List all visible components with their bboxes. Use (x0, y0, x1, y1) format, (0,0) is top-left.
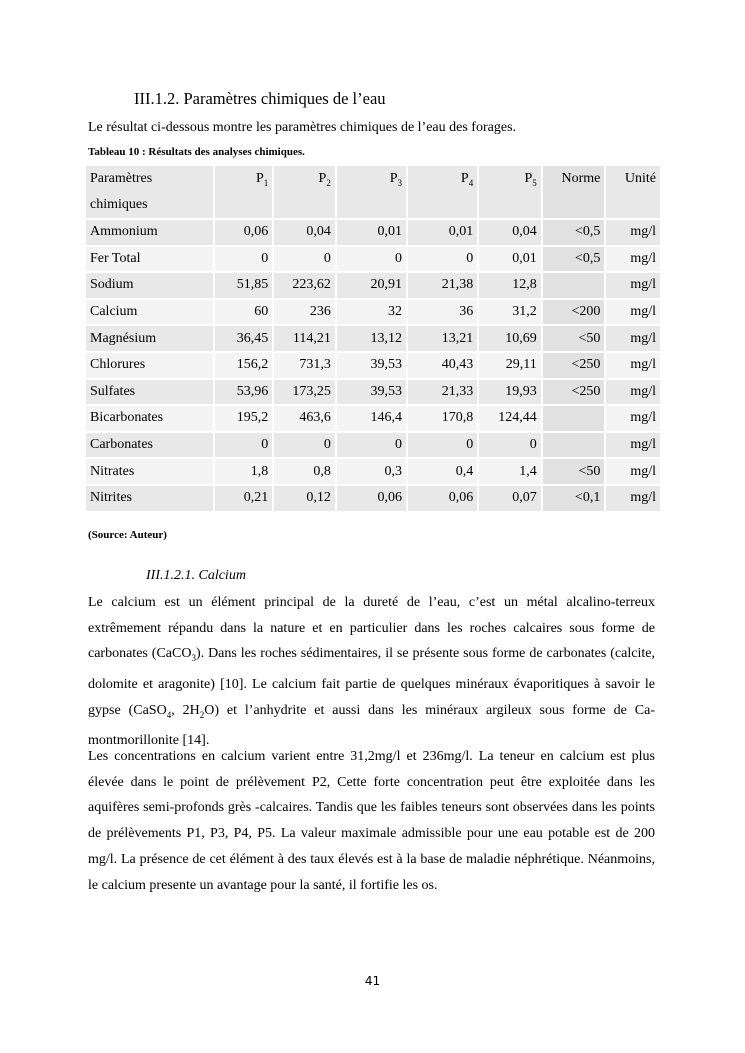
cell-p1: 0 (215, 433, 275, 460)
cell-p2: 0,04 (274, 220, 337, 247)
cell-p3: 146,4 (337, 406, 408, 433)
cell-p2: 463,6 (274, 406, 337, 433)
header-norme: Norme (543, 166, 607, 220)
cell-name: Nitrates (86, 459, 215, 486)
cell-unite: mg/l (606, 300, 662, 327)
table-row (86, 406, 662, 433)
cell-p2: 114,21 (274, 326, 337, 353)
cell-p2: 0 (274, 247, 337, 274)
cell-p1: 0 (215, 247, 275, 274)
table-header-row (86, 166, 662, 220)
cell-name: Sulfates (86, 380, 215, 407)
cell-norme: <50 (543, 459, 607, 486)
cell-p1: 51,85 (215, 273, 275, 300)
cell-p4: 21,38 (408, 273, 479, 300)
cell-p4: 0,06 (408, 486, 479, 513)
cell-p4: 36 (408, 300, 479, 327)
table-row (86, 326, 662, 353)
cell-p4: 0 (408, 433, 479, 460)
cell-unite: mg/l (606, 353, 662, 380)
cell-norme: <0,5 (543, 220, 607, 247)
cell-p3: 20,91 (337, 273, 408, 300)
cell-p2: 731,3 (274, 353, 337, 380)
cell-unite: mg/l (606, 326, 662, 353)
intro-text: Le résultat ci-dessous montre les paramètres chimiques de l’eau des forages. (88, 120, 517, 135)
header-p1: $P_1$ (215, 166, 275, 220)
table-source: (Source: Auteur) (88, 529, 167, 541)
table-caption: Tableau 10 : Résultats des analyses chimiques. (88, 146, 305, 158)
cell-p1: 1,8 (215, 459, 275, 486)
table-row (86, 486, 662, 513)
cell-name: Ammonium (86, 220, 215, 247)
cell-norme (543, 433, 607, 460)
cell-name: Carbonates (86, 433, 215, 460)
cell-p3: 0,3 (337, 459, 408, 486)
cell-p4: 21,33 (408, 380, 479, 407)
cell-p3: 0,06 (337, 486, 408, 513)
page-number: 41 (364, 974, 381, 988)
cell-p5: 29,11 (479, 353, 543, 380)
cell-p1: 60 (215, 300, 275, 327)
cell-p2: 0 (274, 433, 337, 460)
cell-unite: mg/l (606, 406, 662, 433)
cell-p1: 0,21 (215, 486, 275, 513)
cell-p5: 1,4 (479, 459, 543, 486)
cell-norme: <250 (543, 353, 607, 380)
header-p5: $P_5$ (479, 166, 543, 220)
cell-name: Nitrites (86, 486, 215, 513)
cell-p5: 10,69 (479, 326, 543, 353)
cell-p3: 0,01 (337, 220, 408, 247)
cell-p5: 0,04 (479, 220, 543, 247)
cell-p2: 0,12 (274, 486, 337, 513)
cell-p4: 40,43 (408, 353, 479, 380)
cell-p4: 13,21 (408, 326, 479, 353)
cell-norme: <0,5 (543, 247, 607, 274)
table-row (86, 273, 662, 300)
cell-unite: mg/l (606, 486, 662, 513)
cell-p1: 53,96 (215, 380, 275, 407)
cell-name: Sodium (86, 273, 215, 300)
cell-p5: 0 (479, 433, 543, 460)
cell-name: Magnésium (86, 326, 215, 353)
header-p3: $P_3$ (337, 166, 408, 220)
paragraph-calcium-concentrations: Les concentrations en calcium varient entre 31,2mg/l et 236mg/l. La teneur en calcium est plus élevée dans le point de prélèvement P2, Cette forte concentration peut être exploitée dans les aquifères semi-profonds grès -calcaires. Tandis que les faibles teneurs sont observées dans les points de prélèvements P1, P3, P4, P5. La valeur maximale admissible pour une eau potable est de 200 mg/l. La présence de cet élément à des taux élevés est à la base de maladie néphrétique. Néanmoins, le calcium presente un avantage pour la santé, il fortifie les os. (88, 749, 655, 893)
cell-p1: 156,2 (215, 353, 275, 380)
cell-norme: <50 (543, 326, 607, 353)
cell-unite: mg/l (606, 433, 662, 460)
cell-p3: 39,53 (337, 353, 408, 380)
cell-name: Chlorures (86, 353, 215, 380)
cell-unite: mg/l (606, 380, 662, 407)
cell-p2: 173,25 (274, 380, 337, 407)
cell-norme: <0,1 (543, 486, 607, 513)
cell-p5: 31,2 (479, 300, 543, 327)
cell-p5: 12,8 (479, 273, 543, 300)
cell-p5: 124,44 (479, 406, 543, 433)
cell-p2: 223,62 (274, 273, 337, 300)
cell-unite: mg/l (606, 220, 662, 247)
cell-p1: 195,2 (215, 406, 275, 433)
paragraph-calcium-intro: Le calcium est un élément principal de la dureté de l’eau, c’est un métal alcalino-terreux extrêmement répandu dans la nature et en particulier dans les roches calcaires sous forme de carbonates (CaCO$_3$). Dans les roches sédimentaires, il se présente sous forme de carbonates (calcite, dolomite et aragonite) [10]. Le calcium fait partie de quelques minéraux évaporitiques à savoir le gypse (CaSO$_4$, $2H_2O$) et l’anhydrite et aussi dans les minéraux argileux sous forme de Ca-montmorillonite [14]. (88, 595, 655, 749)
cell-unite: mg/l (606, 247, 662, 274)
cell-p3: 0 (337, 247, 408, 274)
cell-p3: 32 (337, 300, 408, 327)
cell-p4: 0,4 (408, 459, 479, 486)
cell-p4: 0,01 (408, 220, 479, 247)
header-unite: Unité (606, 166, 662, 220)
cell-p5: 19,93 (479, 380, 543, 407)
header-p2: $P_2$ (274, 166, 337, 220)
subsection-title: III.1.2.1. Calcium (146, 568, 246, 583)
cell-name: Fer Total (86, 247, 215, 274)
table-row (86, 300, 662, 327)
cell-norme (543, 273, 607, 300)
cell-norme: <200 (543, 300, 607, 327)
cell-p3: 13,12 (337, 326, 408, 353)
section-title: III.1.2. Paramètres chimiques de l’eau (134, 89, 386, 108)
cell-unite: mg/l (606, 273, 662, 300)
cell-p1: 36,45 (215, 326, 275, 353)
header-p4: $P_4$ (408, 166, 479, 220)
table-row (86, 353, 662, 380)
cell-norme (543, 406, 607, 433)
cell-p3: 39,53 (337, 380, 408, 407)
cell-p3: 0 (337, 433, 408, 460)
cell-p1: 0,06 (215, 220, 275, 247)
header-parametres: Paramètres chimiques (86, 166, 215, 220)
cell-p2: 236 (274, 300, 337, 327)
cell-p5: 0,01 (479, 247, 543, 274)
cell-p5: 0,07 (479, 486, 543, 513)
table-row (86, 380, 662, 407)
cell-p2: 0,8 (274, 459, 337, 486)
cell-unite: mg/l (606, 459, 662, 486)
cell-norme: <250 (543, 380, 607, 407)
table-row (86, 247, 662, 274)
cell-p4: 0 (408, 247, 479, 274)
cell-name: Calcium (86, 300, 215, 327)
table-row (86, 433, 662, 460)
chemical-results-table (86, 166, 662, 513)
cell-p4: 170,8 (408, 406, 479, 433)
table-row (86, 459, 662, 486)
table-row (86, 220, 662, 247)
cell-name: Bicarbonates (86, 406, 215, 433)
